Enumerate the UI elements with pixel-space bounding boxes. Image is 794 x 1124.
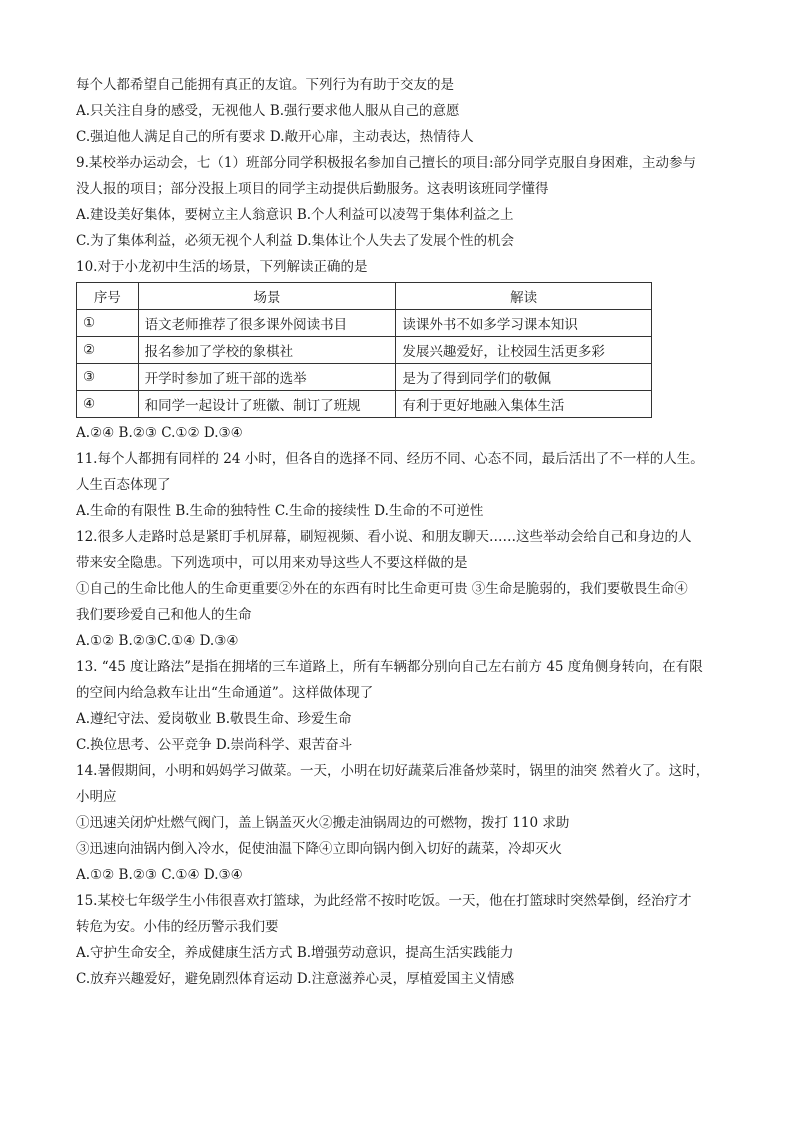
text-line: 14.暑假期间，小明和妈妈学习做菜。一天，小明在切好蔬菜后准备炒菜时，锅里的油突 然着火了。这时， — [76, 763, 710, 779]
text-line: 每个人都希望自己能拥有真正的友谊。下列行为有助于交友的是 — [76, 77, 454, 93]
text-line: C.强迫他人满足自己的所有要求 D.敞开心扉，主动表达，热情待人 — [76, 129, 474, 145]
table-header-row — [77, 283, 652, 310]
text-line: 我们要珍爱自己和他人的生命 — [76, 607, 252, 623]
text-line: 15.某校七年级学生小伟很喜欢打篮球，为此经常不按时吃饭。一天，他在打篮球时突然晕倒，经治疗才 — [76, 893, 692, 909]
table-row — [77, 364, 652, 391]
text-line: 人生百态体现了 — [76, 477, 171, 493]
table-header-scene: 场景 — [138, 283, 396, 310]
text-line: 13. “45 度让路法”是指在拥堵的三车道路上，所有车辆都分别向自己左右前方 45 度角侧身转向，在有限 — [76, 659, 703, 675]
table-cell-number: ① — [77, 310, 139, 337]
table-cell-scene: 报名参加了学校的象棋社 — [138, 337, 396, 364]
text-line: A.②④ B.②③ C.①② D.③④ — [76, 425, 243, 441]
text-line: 转危为安。小伟的经历警示我们要 — [76, 919, 279, 935]
exam-page — [76, 72, 736, 992]
text-line: 12.很多人走路时总是紧盯手机屏幕，刷短视频、看小说、和朋友聊天……这些举动会给自己和身边的人 — [76, 529, 692, 545]
table-row — [77, 310, 652, 337]
text-line: ①迅速关闭炉灶燃气阀门，盖上锅盖灭火②搬走油锅周边的可燃物，拨打 110 求助 — [76, 815, 570, 831]
text-line: C.为了集体利益，必须无视个人利益 D.集体让个人失去了发展个性的机会 — [76, 233, 515, 249]
table-cell-interpretation: 读课外书不如多学习课本知识 — [396, 310, 652, 337]
table-cell-interpretation: 发展兴趣爱好，让校园生活更多彩 — [396, 337, 652, 364]
table-cell-number: ② — [77, 337, 139, 364]
table-cell-interpretation: 有利于更好地融入集体生活 — [396, 391, 652, 418]
text-line: 的空间内给急救车让出“生命通道”。这样做体现了 — [76, 685, 374, 701]
text-line: A.①② B.②③ C.①④ D.③④ — [76, 867, 243, 883]
table-header-number: 序号 — [77, 283, 139, 310]
scene-interpretation-table — [76, 282, 652, 418]
table-row — [77, 391, 652, 418]
text-line: C.放弃兴趣爱好，避免剧烈体育运动 D.注意滋养心灵，厚植爱国主义情感 — [76, 971, 515, 987]
table-cell-scene: 和同学一起设计了班徽、制订了班规 — [138, 391, 396, 418]
text-line: 带来安全隐患。下列选项中，可以用来劝导这些人不要这样做的是 — [76, 555, 468, 571]
table-cell-interpretation: 是为了得到同学们的敬佩 — [396, 364, 652, 391]
text-line: ①自己的生命比他人的生命更重要②外在的东西有时比生命更可贵 ③生命是脆弱的，我们要敬畏生命④ — [76, 581, 688, 597]
text-line: 没人报的项目；部分没报上项目的同学主动提供后勤服务。这表明该班同学懂得 — [76, 181, 549, 197]
text-line: 11.每个人都拥有同样的 24 小时，但各自的选择不同、经历不同、心态不同，最后活出了不一样的人生。 — [76, 451, 704, 467]
text-line: C.换位思考、公平竞争 D.崇尚科学、艰苦奋斗 — [76, 737, 353, 753]
text-line: A.守护生命安全，养成健康生活方式 B.增强劳动意识，提高生活实践能力 — [76, 945, 514, 961]
table-row — [77, 337, 652, 364]
table-cell-number: ④ — [77, 391, 139, 418]
table-cell-scene: 语文老师推荐了很多课外阅读书目 — [138, 310, 396, 337]
text-line: A.遵纪守法、爱岗敬业 B.敬畏生命、珍爱生命 — [76, 711, 352, 727]
text-line: A.只关注自身的感受，无视他人 B.强行要求他人服从自己的意愿 — [76, 103, 460, 119]
text-line: ③迅速向油锅内倒入冷水，促使油温下降④立即向锅内倒入切好的蔬菜，冷却灭火 — [76, 841, 562, 857]
text-line: A.生命的有限性 B.生命的独特性 C.生命的接续性 D.生命的不可逆性 — [76, 503, 484, 519]
text-line: A.①② B.②③C.①④ D.③④ — [76, 633, 239, 649]
text-line: 10.对于小龙初中生活的场景，下列解读正确的是 — [76, 259, 368, 275]
text-line: 9.某校举办运动会，七（1）班部分同学积极报名参加自己擅长的项目:部分同学克服自身困难，主动参与 — [76, 155, 697, 171]
table-cell-number: ③ — [77, 364, 139, 391]
table-cell-scene: 开学时参加了班干部的选举 — [138, 364, 396, 391]
table-header-interpretation: 解读 — [396, 283, 652, 310]
question-text-block-top — [76, 72, 736, 280]
question-text-block-bottom — [76, 420, 736, 992]
text-line: A.建设美好集体，要树立主人翁意识 B.个人利益可以凌驾于集体利益之上 — [76, 207, 514, 223]
text-line: 小明应 — [76, 789, 117, 805]
